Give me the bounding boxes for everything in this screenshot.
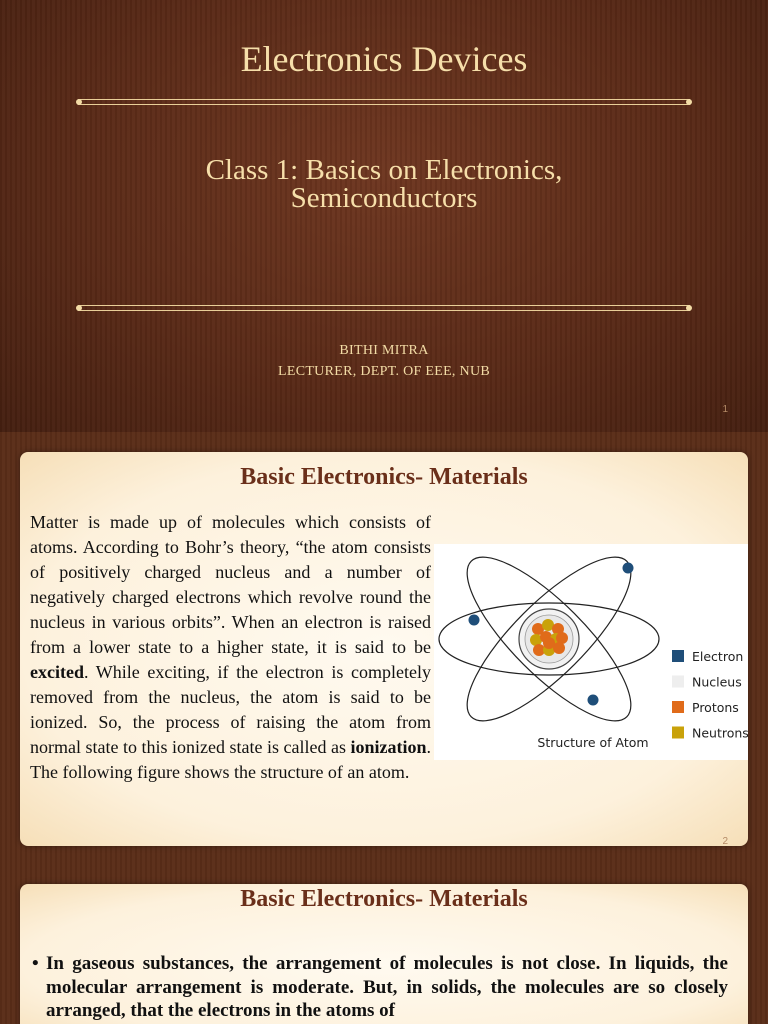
atom-diagram: [434, 544, 748, 760]
page-number: 1: [722, 404, 728, 415]
author-name: BITHI MITRA: [339, 343, 429, 358]
legend-label-nucleus: Nucleus: [692, 674, 742, 690]
bullet-mark: •: [32, 953, 39, 974]
legend-swatch-protons: [672, 701, 684, 713]
slide-3-card: [20, 884, 748, 1024]
legend-label-electron: Electron: [692, 649, 744, 664]
legend-swatch-nucleus: [672, 676, 684, 688]
atom-structure-figure: [434, 544, 748, 760]
legend-swatch-neutrons: [672, 727, 684, 739]
legend-swatch-electron: [672, 650, 684, 662]
slide-3-frame: [0, 864, 768, 1024]
figure-caption: Structure of Atom: [537, 735, 649, 750]
legend-label-protons: Protons: [692, 700, 739, 715]
term-excited: excited: [30, 662, 84, 682]
electron: [469, 615, 480, 626]
slide-2-title: Basic Electronics- Materials: [240, 464, 528, 490]
term-ionization: ionization: [350, 737, 427, 757]
title-slide: [0, 0, 768, 432]
author-block: [0, 340, 768, 382]
slide-2-frame: [0, 432, 768, 864]
bottom-divider: [78, 305, 690, 311]
subtitle-line-2: Semiconductors: [290, 182, 478, 214]
subtitle-line-1: Class 1: Basics on Electronics,: [205, 154, 563, 186]
bullet-item: [32, 952, 728, 1023]
page-number: 2: [722, 836, 728, 847]
author-position: LECTURER, DEPT. OF EEE, NUB: [277, 364, 490, 379]
electron: [588, 695, 599, 706]
slide-subtitle: [0, 156, 768, 212]
legend-label-neutrons: Neutrons: [692, 725, 748, 741]
figure-legend: [672, 649, 748, 741]
bullet-text: In gaseous substances, the arrangement of molecules is not close. In liquids, the molecular arrangement is moderate. But, in solids, the molecules are so closely arranged, that the electrons in the atoms of: [46, 953, 728, 1021]
slide-2-paragraph: Matter is made up of molecules which consists of atoms. According to Bohr’s theory, “the atom consists of positively charged nucleus and a number of negatively charged electrons which revolve round the nucleus in various orbits”. When an electron is raised from a lower state to a higher state, it is said to be excited. While exciting, if the electron is completely removed from the nucleus, the atom is said to be ionized. So, the process of raising the atom from normal state to this ionized state is called as ionization. The following figure shows the structure of an atom.: [30, 512, 431, 782]
top-divider: [78, 99, 690, 105]
electron: [623, 563, 634, 574]
slide-3-title: Basic Electronics- Materials: [240, 886, 528, 912]
slide-title: Electronics Devices: [240, 39, 528, 79]
slide-2-card: [20, 452, 748, 846]
